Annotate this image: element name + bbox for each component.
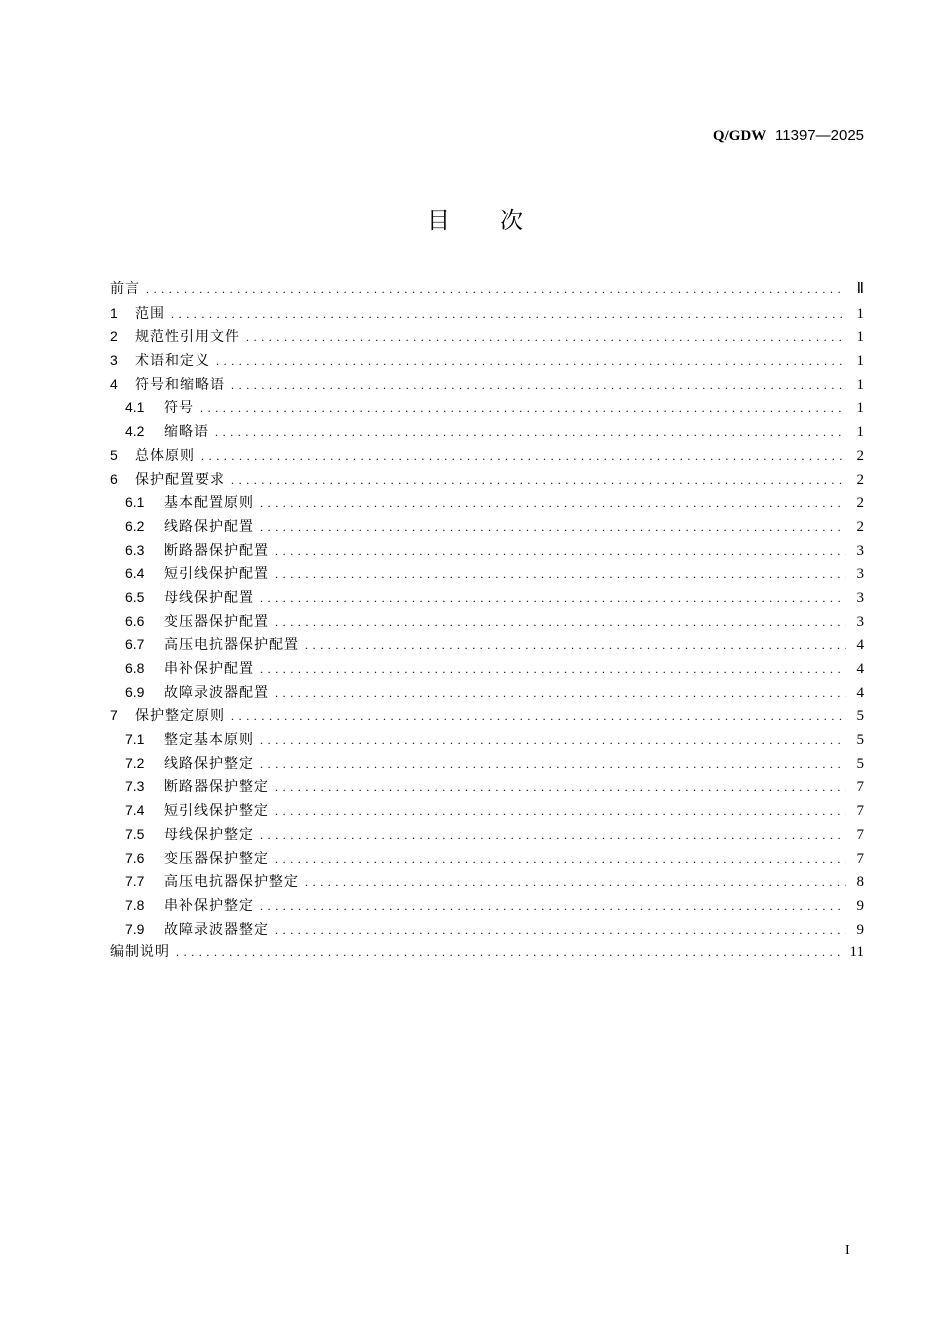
- toc-entry-page[interactable]: 1: [856, 400, 864, 417]
- standard-number: 11397—2025: [775, 127, 864, 144]
- toc-entry-label[interactable]: 保护配置要求: [135, 471, 225, 488]
- toc-entry-number: 7.2: [125, 754, 145, 771]
- toc-entry-label[interactable]: 变压器保护配置: [164, 613, 269, 630]
- toc-dot-leader: [260, 493, 846, 513]
- toc-entry-number: 2: [110, 328, 118, 345]
- toc-entry-number: 6.3: [125, 541, 145, 558]
- toc-entry[interactable]: [110, 303, 864, 327]
- toc-entry[interactable]: [110, 397, 864, 421]
- toc-entry-number: 6.2: [125, 517, 145, 534]
- toc-dot-leader: [260, 730, 846, 750]
- toc-entry[interactable]: [110, 919, 864, 943]
- toc-entry[interactable]: [110, 279, 864, 303]
- toc-entry-page[interactable]: 1: [856, 353, 864, 370]
- toc-dot-leader: [305, 872, 846, 892]
- toc-entry-label[interactable]: 缩略语: [164, 424, 209, 441]
- toc-entry-label[interactable]: 断路器保护整定: [164, 779, 269, 796]
- toc-entry[interactable]: [110, 871, 864, 895]
- toc-entry[interactable]: [110, 729, 864, 753]
- toc-entry-label[interactable]: 高压电抗器保护配置: [164, 637, 299, 654]
- toc-entry[interactable]: [110, 753, 864, 777]
- toc-entry-page[interactable]: 5: [856, 755, 864, 772]
- toc-entry[interactable]: [110, 587, 864, 611]
- toc-entry-page[interactable]: 8: [856, 874, 864, 891]
- toc-dot-leader: [260, 896, 846, 916]
- toc-entry-label[interactable]: 故障录波器配置: [164, 684, 269, 701]
- toc-entry-page[interactable]: 7: [856, 803, 864, 820]
- toc-entry-label[interactable]: 线路保护整定: [164, 755, 254, 772]
- toc-entry-number: 3: [110, 352, 118, 369]
- toc-entry-number: 6.1: [125, 494, 145, 511]
- toc-entry-number: 7.3: [125, 778, 145, 795]
- toc-entry-label[interactable]: 范围: [135, 305, 165, 322]
- toc-dot-leader: [246, 327, 846, 347]
- toc-entry-page[interactable]: 9: [856, 921, 864, 938]
- toc-entry-page[interactable]: 1: [856, 305, 864, 322]
- toc-entry-number: 7.1: [125, 731, 145, 748]
- toc-entry-label[interactable]: 高压电抗器保护整定: [164, 874, 299, 891]
- toc-entry-label[interactable]: 保护整定原则: [135, 708, 225, 725]
- standard-code: [713, 126, 864, 145]
- toc-entry-number: 6.7: [125, 636, 145, 653]
- title-char-2: 次: [500, 208, 523, 234]
- toc-dot-leader: [275, 541, 846, 561]
- toc-entry-number: 7: [110, 707, 118, 724]
- toc-dot-leader: [171, 304, 846, 324]
- toc-entry-page[interactable]: 9: [856, 897, 864, 914]
- toc-entry-number: 6: [110, 470, 118, 487]
- toc-dot-leader: [146, 279, 846, 299]
- toc-entry-label[interactable]: 整定基本原则: [164, 732, 254, 749]
- toc-entry-page[interactable]: 7: [856, 826, 864, 843]
- toc-entry-label[interactable]: 短引线保护整定: [164, 803, 269, 820]
- toc-entry-label[interactable]: 故障录波器整定: [164, 921, 269, 938]
- toc-entry-label[interactable]: 符号: [164, 400, 194, 417]
- toc-entry-number: 1: [110, 304, 118, 321]
- toc-entry-page[interactable]: 3: [856, 566, 864, 583]
- toc-entry-label[interactable]: 母线保护整定: [164, 826, 254, 843]
- toc-dot-leader: [176, 942, 844, 962]
- toc-dot-leader: [260, 517, 846, 537]
- toc-entry-number: 7.8: [125, 896, 145, 913]
- toc-entry[interactable]: [110, 421, 864, 445]
- toc-entry-label[interactable]: 前言: [110, 281, 140, 297]
- standard-prefix: Q/GDW: [712, 128, 767, 144]
- toc-dot-leader: [275, 849, 846, 869]
- toc-entry[interactable]: [110, 824, 864, 848]
- toc-entry[interactable]: [110, 326, 864, 350]
- toc-entry[interactable]: [110, 705, 864, 729]
- toc-entry-page[interactable]: 2: [856, 518, 864, 535]
- toc-dot-leader: [275, 612, 846, 632]
- toc-entry-page[interactable]: 2: [856, 471, 864, 488]
- toc-entry-label[interactable]: 线路保护配置: [164, 518, 254, 535]
- toc-entry-label[interactable]: 符号和缩略语: [135, 376, 225, 393]
- toc-entry-page[interactable]: 1: [856, 329, 864, 346]
- toc-dot-leader: [215, 422, 846, 442]
- toc-dot-leader: [275, 683, 846, 703]
- toc-entry-label[interactable]: 短引线保护配置: [164, 566, 269, 583]
- toc-entry-page[interactable]: 11: [849, 944, 864, 961]
- toc-entry[interactable]: [110, 492, 864, 516]
- toc-entry[interactable]: [110, 776, 864, 800]
- toc-entry[interactable]: [110, 800, 864, 824]
- toc-dot-leader: [260, 588, 846, 608]
- toc-entry[interactable]: [110, 848, 864, 872]
- toc-entry-number: 4.2: [125, 423, 145, 440]
- toc-entry-number: 4: [110, 375, 118, 392]
- toc-entry-number: 6.4: [125, 565, 145, 582]
- toc-entry[interactable]: [110, 469, 864, 493]
- toc-dot-leader: [275, 777, 846, 797]
- toc-dot-leader: [231, 470, 846, 490]
- toc-dot-leader: [260, 659, 846, 679]
- toc-entry[interactable]: [110, 540, 864, 564]
- toc-entry-page[interactable]: 2: [856, 447, 864, 464]
- toc-entry[interactable]: [110, 374, 864, 398]
- toc-entry-number: 7.6: [125, 849, 145, 866]
- toc-entry-label[interactable]: 断路器保护配置: [164, 542, 269, 559]
- toc-entry-page[interactable]: 3: [856, 589, 864, 606]
- toc-entry[interactable]: [110, 942, 864, 966]
- toc-entry-label[interactable]: 母线保护配置: [164, 589, 254, 606]
- toc-entry[interactable]: [110, 445, 864, 469]
- toc-dot-leader: [200, 398, 846, 418]
- toc-entry-number: 6.8: [125, 660, 145, 676]
- toc-dot-leader: [275, 564, 846, 584]
- toc-entry-number: 7.9: [125, 920, 145, 937]
- toc-entry-number: 7.4: [125, 802, 145, 819]
- footer-page-number: I: [845, 1243, 850, 1258]
- toc-entry-page[interactable]: 3: [856, 613, 864, 630]
- toc-entry-label[interactable]: 总体原则: [135, 447, 195, 464]
- title-char-1: 目: [427, 208, 450, 234]
- toc-dot-leader: [231, 375, 846, 395]
- toc-entry-page[interactable]: Ⅱ: [856, 281, 864, 297]
- toc-entry-page[interactable]: 3: [856, 542, 864, 559]
- toc-entry[interactable]: [110, 658, 864, 682]
- toc-entry-number: 7.7: [125, 873, 145, 890]
- toc-entry-page[interactable]: 4: [856, 637, 864, 654]
- toc-entry-page[interactable]: 4: [856, 661, 864, 677]
- toc-entry-number: 4.1: [125, 399, 145, 416]
- toc-dot-leader: [201, 446, 846, 466]
- toc-dot-leader: [305, 635, 846, 655]
- toc-entry-page[interactable]: 7: [856, 850, 864, 867]
- toc-dot-leader: [231, 706, 846, 726]
- toc-entry-label[interactable]: 变压器保护整定: [164, 850, 269, 867]
- toc-entry-label[interactable]: 基本配置原则: [164, 495, 254, 512]
- toc-entry-page[interactable]: 2: [856, 495, 864, 512]
- toc-entry-label[interactable]: 串补保护配置: [164, 661, 254, 677]
- toc-entry-page[interactable]: 1: [856, 424, 864, 441]
- toc-dot-leader: [216, 351, 846, 371]
- toc-entry[interactable]: [110, 682, 864, 706]
- toc-entry-label[interactable]: 编制说明: [110, 944, 170, 961]
- toc-entry-number: 6.5: [125, 588, 145, 605]
- table-of-contents: [110, 279, 864, 966]
- toc-dot-leader: [275, 801, 846, 821]
- toc-entry-label[interactable]: 串补保护整定: [164, 897, 254, 914]
- toc-entry[interactable]: [110, 516, 864, 540]
- toc-entry[interactable]: [110, 563, 864, 587]
- toc-entry-page[interactable]: 4: [856, 684, 864, 701]
- toc-entry-label[interactable]: 术语和定义: [135, 353, 210, 370]
- page-title: [0, 202, 950, 235]
- toc-entry[interactable]: [110, 895, 864, 919]
- toc-entry-page[interactable]: 5: [856, 708, 864, 725]
- toc-entry[interactable]: [110, 350, 864, 374]
- toc-entry-page[interactable]: 7: [856, 779, 864, 796]
- toc-entry[interactable]: [110, 634, 864, 658]
- toc-dot-leader: [260, 825, 846, 845]
- toc-entry-page[interactable]: 1: [856, 376, 864, 393]
- toc-dot-leader: [260, 754, 846, 774]
- toc-entry[interactable]: [110, 611, 864, 635]
- toc-entry-number: 7.5: [125, 825, 145, 842]
- toc-dot-leader: [275, 920, 846, 940]
- toc-entry-page[interactable]: 5: [856, 732, 864, 749]
- toc-entry-number: 5: [110, 446, 118, 463]
- toc-entry-label[interactable]: 规范性引用文件: [135, 329, 240, 346]
- toc-entry-number: 6.9: [125, 683, 145, 700]
- toc-entry-number: 6.6: [125, 612, 145, 629]
